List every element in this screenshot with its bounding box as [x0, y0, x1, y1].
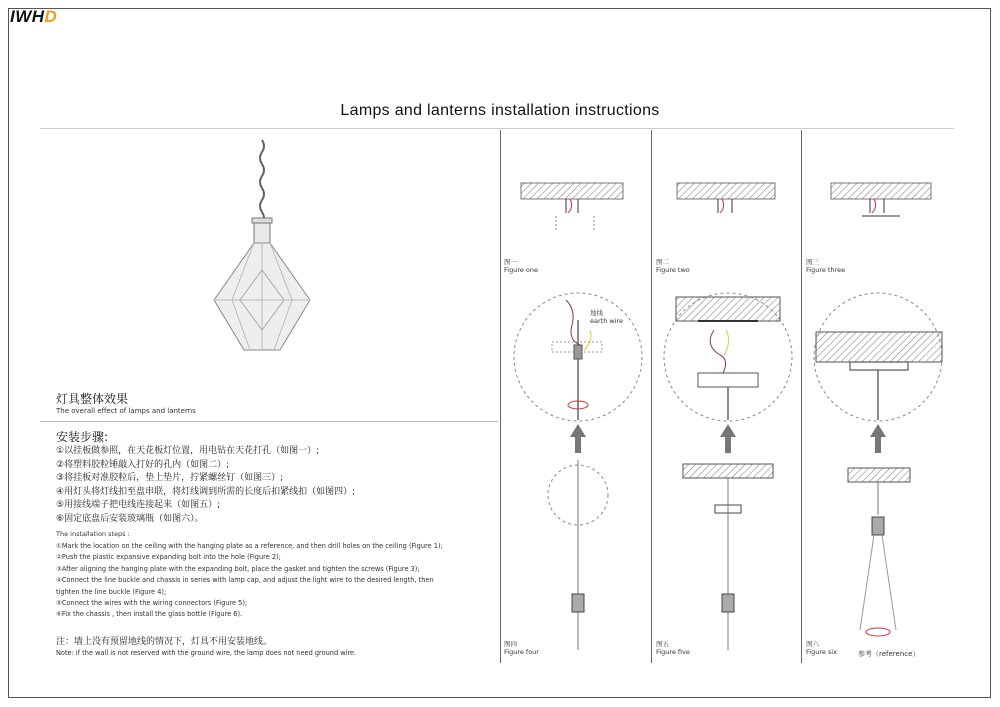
figure-three-diagram [831, 183, 931, 216]
step-en-4: ④Connect the line buckle and chassis in series with lamp cap, and adjust the light wire to the desired length, then [56, 576, 434, 585]
steps-en-title: The installation steps : [56, 530, 130, 538]
caption-cn: 灯具整体效果 [56, 392, 129, 406]
step-en-3: ③After aligning the hanging plate with the expanding bolt, place the gasket and tighten the screws (Figure 3); [56, 564, 420, 573]
reference-label: 参考（reference） [858, 650, 920, 658]
step-en-2: ②Push the plastic expansive expanding bolt into the hole (Figure 2); [56, 553, 281, 562]
steps-en-list [56, 541, 443, 621]
step-en-6: ⑥Fix the chassis , then install the glass bottle (Figure 6). [56, 610, 243, 619]
figure-two-diagram [677, 183, 775, 213]
caption-en: The overall effect of lamps and lanterns [56, 407, 196, 415]
figure-five-label: 图五 Figure five [656, 640, 690, 656]
step-cn-2: ②将塑料胶粒锤敲入打好的孔内（如图二）; [56, 459, 230, 470]
step-en-4b: tighten the line buckle (Figure 4); [56, 587, 167, 596]
earth-wire-label: 地线 earth wire [590, 309, 624, 325]
steps-cn-list [56, 445, 355, 526]
brand-logo: IWHD [10, 7, 58, 26]
assembly-five [683, 464, 773, 650]
step-cn-6: ⑥固定底盘后安装玻璃瓶（如图六）。 [56, 513, 204, 524]
section-divider [40, 421, 498, 422]
note-cn: 注：墙上没有预留地线的情况下，灯具不用安装地线。 [56, 637, 273, 647]
pendant-lamp-illustration [214, 140, 310, 350]
step-cn-4: ④用灯头将灯线扣至盘串联，将灯线调到所需的长度后扣紧线扣（如图四）; [56, 486, 356, 497]
figure-one-label: 图一 Figure one [504, 258, 539, 274]
step-en-5: ⑤Connect the wires with the wiring connectors (Figure 5); [56, 599, 248, 608]
detail-circle-six [814, 293, 942, 421]
note-en: Note: if the wall is not reserved with the ground wire, the lamp does not need ground wire. [56, 649, 357, 657]
step-en-1: ①Mark the location on the ceiling with the hanging plate as a reference, and then drill holes on the ceiling (Figure 1); [56, 542, 443, 550]
step-cn-5: ⑤用接线端子把电线连接起来（如图五）; [56, 500, 221, 510]
figure-six-label: 图六 Figure six [806, 640, 837, 656]
figure-four-label: 图四 Figure four [504, 640, 539, 656]
step-cn-1: ①以挂板做参照，在天花板灯位置，用电钻在天花打孔（如图一）; [56, 446, 320, 456]
assembly-four [548, 460, 608, 650]
detail-circle-five [664, 293, 792, 421]
assembly-six [848, 468, 910, 636]
figure-one-diagram [521, 183, 623, 230]
arrows-up [570, 424, 886, 453]
page-title: Lamps and lanterns installation instructions [340, 102, 660, 119]
steps-title: 安装步骤: [56, 430, 109, 444]
figure-two-label: 图二 Figure two [656, 258, 690, 274]
step-cn-3: ③将挂板对准胶粒后，垫上垫片，拧紧螺丝钉（如图三）; [56, 473, 284, 483]
figure-three-label: 图三 Figure three [806, 258, 846, 274]
